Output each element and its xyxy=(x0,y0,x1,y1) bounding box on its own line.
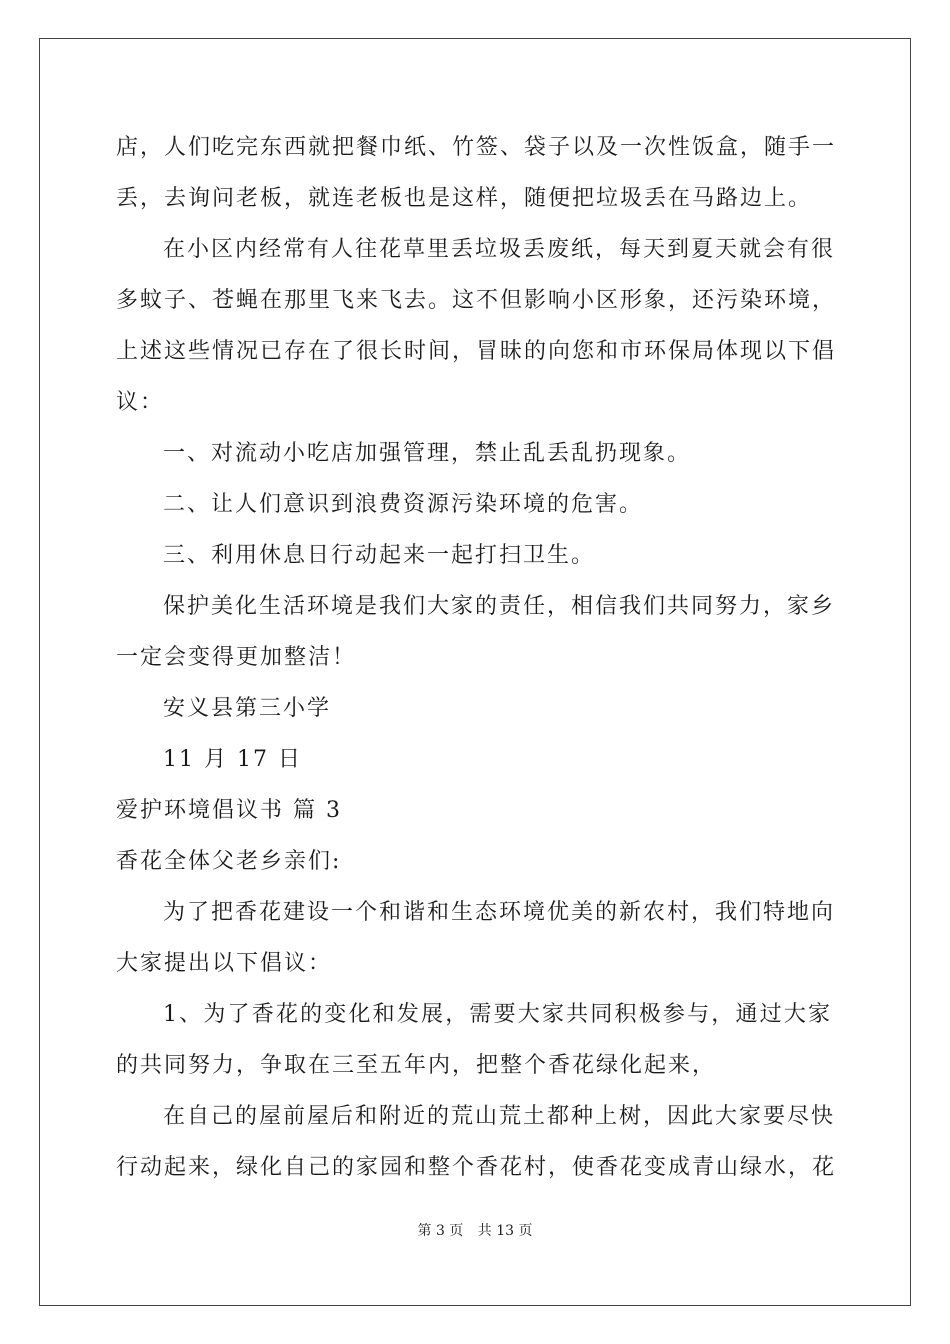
text-line: 丢，去询问老板，就连老板也是这样，随便把垃圾丢在马路边上。 xyxy=(116,186,813,211)
text-line: 二、让人们意识到浪费资源污染环境的危害。 xyxy=(163,492,644,517)
page-number: 第 3 页 xyxy=(417,1223,464,1239)
text-line: 的共同努力，争取在三至五年内，把整个香花绿化起来， xyxy=(116,1053,717,1078)
page-footer xyxy=(0,1220,950,1240)
page-total: 共 13 页 xyxy=(477,1223,533,1239)
text-line: 为了把香花建设一个和谐和生态环境优美的新农村，我们特地向 xyxy=(163,900,836,925)
section-heading: 爱护环境倡议书 篇 3 xyxy=(116,798,342,823)
text-line: 保护美化生活环境是我们大家的责任，相信我们共同努力，家乡 xyxy=(163,594,836,619)
text-line: 上述这些情况已存在了很长时间，冒昧的向您和市环保局体现以下倡 xyxy=(116,339,837,364)
salutation: 香花全体父老乡亲们: xyxy=(116,849,342,874)
text-line: 议： xyxy=(116,390,165,415)
text-line: 三、利用休息日行动起来一起打扫卫生。 xyxy=(163,543,596,568)
document-body xyxy=(116,122,837,1193)
text-line: 大家提出以下倡议： xyxy=(116,951,333,976)
signature-date: 11 月 17 日 xyxy=(163,747,302,772)
signature-school: 安义县第三小学 xyxy=(163,696,332,721)
text-line: 店，人们吃完东西就把餐巾纸、竹签、袋子以及一次性饭盒，随手一 xyxy=(116,135,837,160)
text-line: 行动起来，绿化自己的家园和整个香花村，使香花变成青山绿水，花 xyxy=(116,1155,837,1180)
text-line: 一、对流动小吃店加强管理，禁止乱丢乱扔现象。 xyxy=(163,441,692,466)
text-line: 一定会变得更加整洁！ xyxy=(116,645,357,670)
text-line: 多蚊子、苍蝇在那里飞来飞去。这不但影响小区形象，还污染环境， xyxy=(116,288,837,313)
text-line: 在自己的屋前屋后和附近的荒山荒土都种上树，因此大家要尽快 xyxy=(163,1104,836,1129)
text-line: 1、为了香花的变化和发展，需要大家共同积极参与，通过大家 xyxy=(163,1002,832,1027)
text-line: 在小区内经常有人往花草里丢垃圾丢废纸，每天到夏天就会有很 xyxy=(163,237,836,262)
